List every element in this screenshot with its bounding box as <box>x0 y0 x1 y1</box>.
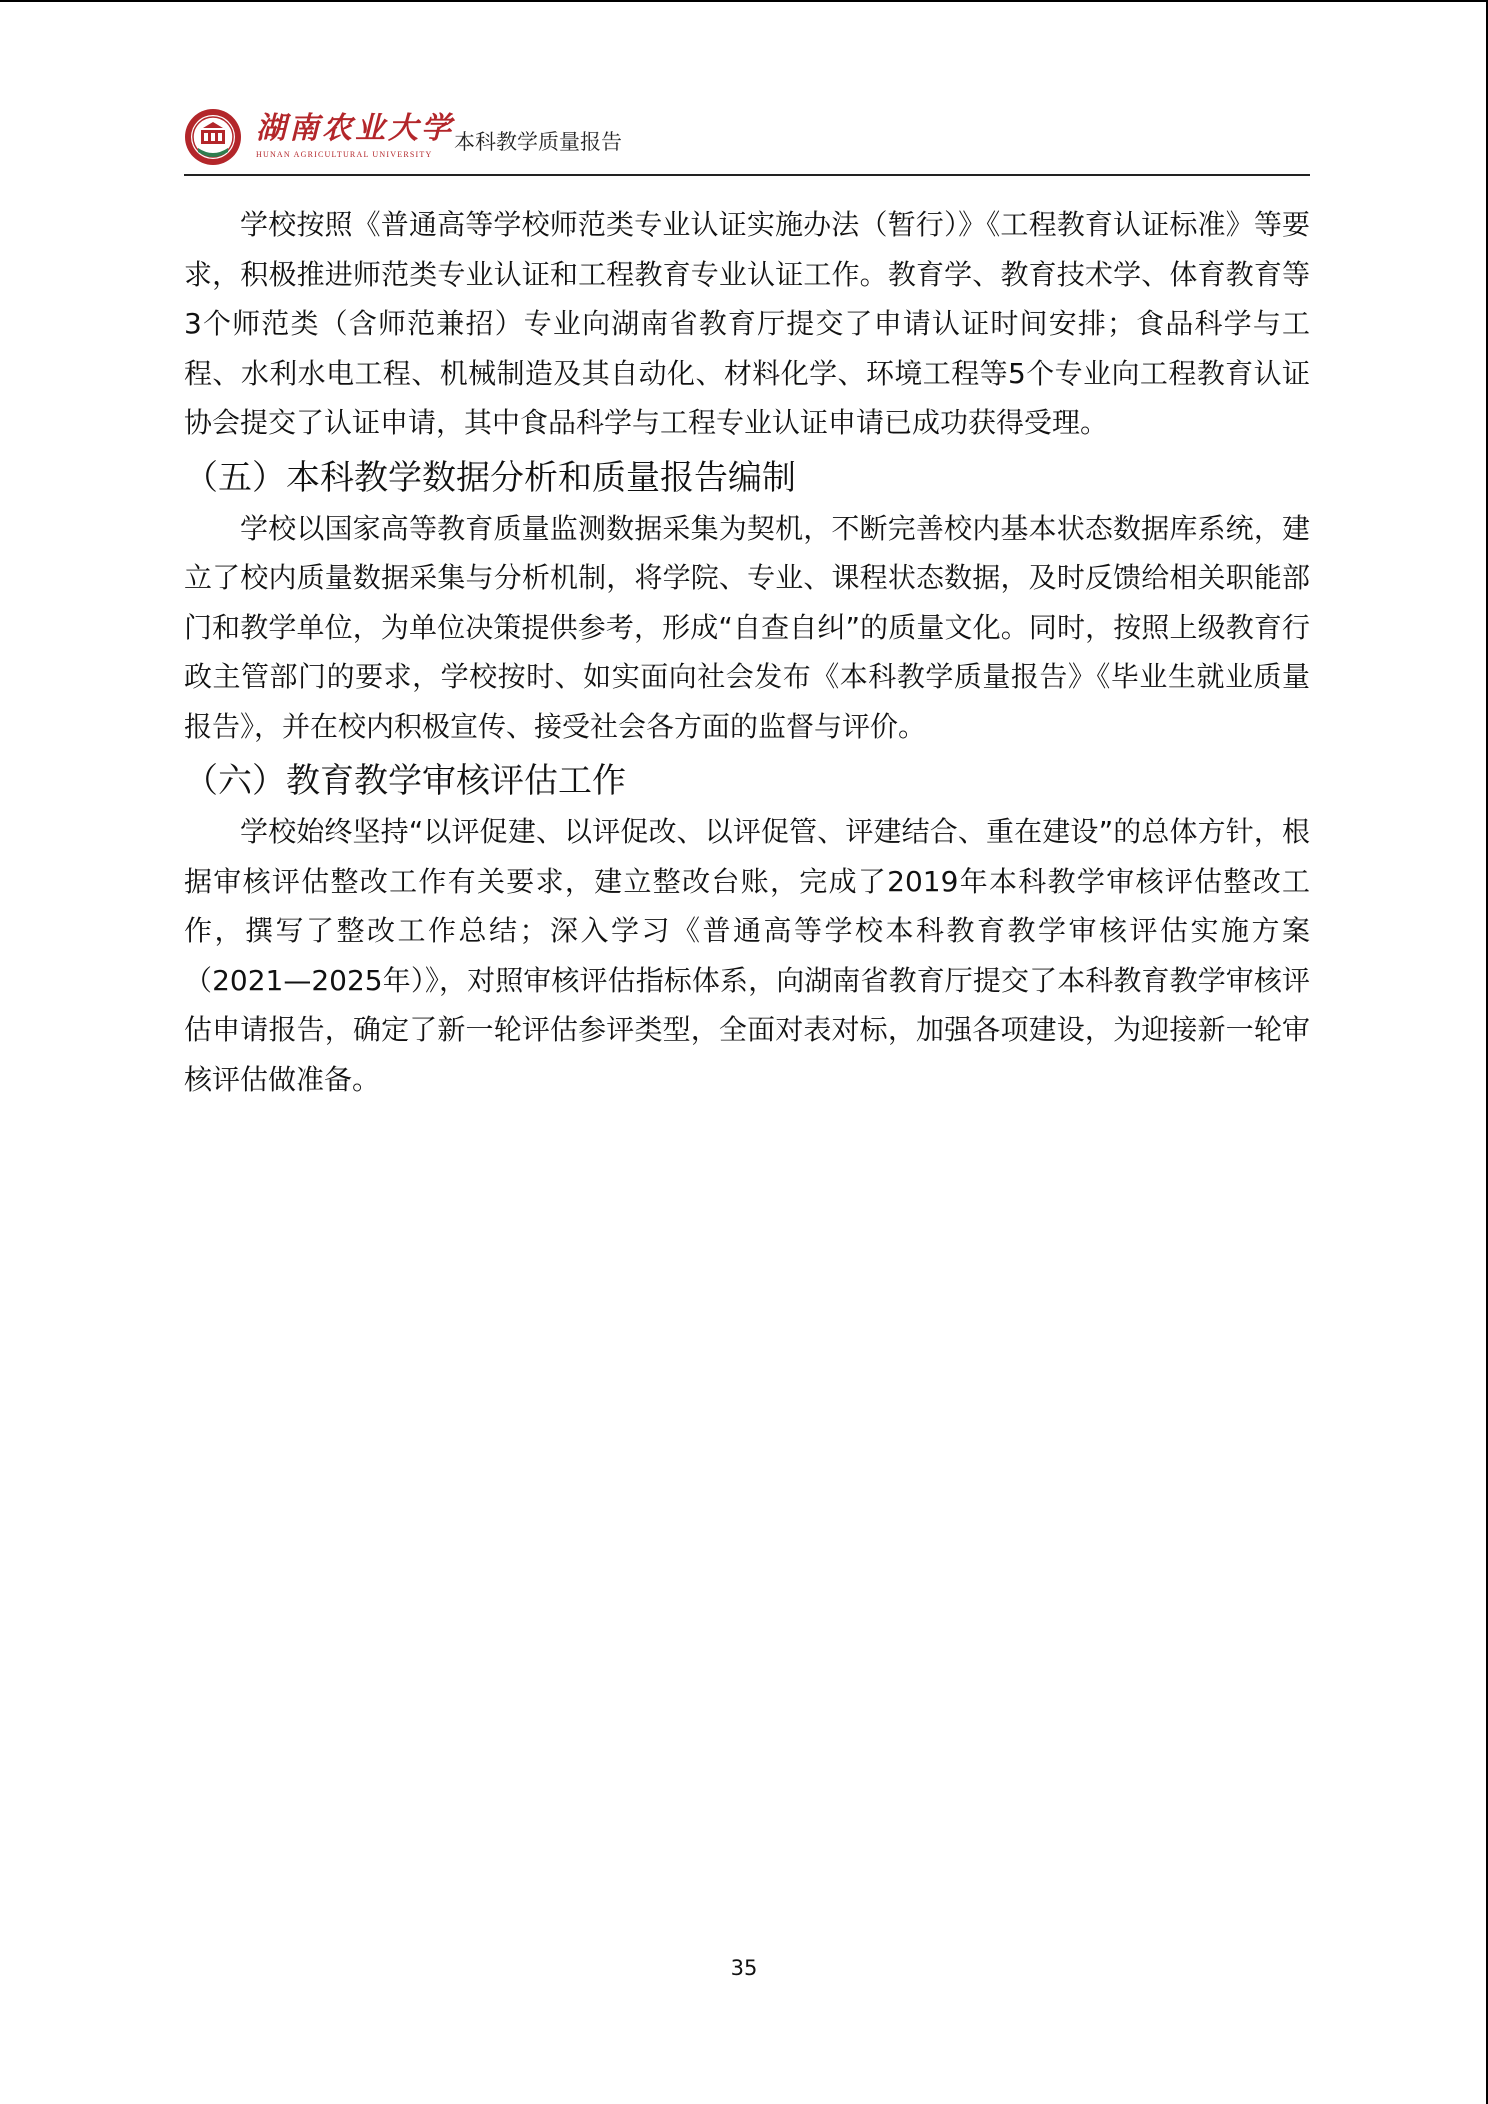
logo-wordmark: 湖南农业大学 <box>256 111 454 146</box>
paragraph-audit-evaluation: 学校始终坚持“以评促建、以评促改、以评促管、评建结合、重在建设”的总体方针，根据审核评估整改工作有关要求，建立整改台账，完成了2019年本科教学审核评估整改工作，撰写了整改工作总结；深入学习《普通高等学校本科教育教学审核评估实施方案（2021—2025年）》，对照审核评估指标体系，向湖南省教育厅提交了本科教育教学审核评估申请报告，确定了新一轮评估参评类型，全面对表对标，加强各项建设，为迎接新一轮审核评估做准备。 <box>184 815 1310 1096</box>
main-content <box>184 200 1310 1104</box>
university-seal-icon <box>184 108 242 166</box>
report-title: 本科教学质量报告 <box>454 130 622 154</box>
page-number: 35 <box>730 1956 758 1980</box>
page-header <box>184 104 1310 176</box>
section-heading-5: （五）本科教学数据分析和质量报告编制 <box>184 457 796 498</box>
paragraph-data-analysis: 学校以国家高等教育质量监测数据采集为契机，不断完善校内基本状态数据库系统，建立了校内质量数据采集与分析机制，将学院、专业、课程状态数据，及时反馈给相关职能部门和教学单位，为单位决策提供参考，形成“自查自纠”的质量文化。同时，按照上级教育行政主管部门的要求，学校按时、如实面向社会发布《本科教学质量报告》《毕业生就业质量报告》，并在校内积极宣传、接受社会各方面的监督与评价。 <box>184 511 1310 743</box>
paragraph-certification: 学校按照《普通高等学校师范类专业认证实施办法（暂行）》《工程教育认证标准》等要求，积极推进师范类专业认证和工程教育专业认证工作。教育学、教育技术学、体育教育等3个师范类（含师范兼招）专业向湖南省教育厅提交了申请认证时间安排；食品科学与工程、水利水电工程、机械制造及其自动化、材料化学、环境工程等5个专业向工程教育认证协会提交了认证申请，其中食品科学与工程专业认证申请已成功获得受理。 <box>184 208 1310 439</box>
page-border-top <box>0 0 1488 2</box>
section-heading-6: （六）教育教学审核评估工作 <box>184 761 626 801</box>
logo-subtext: HUNAN AGRICULTURAL UNIVERSITY <box>256 150 433 159</box>
